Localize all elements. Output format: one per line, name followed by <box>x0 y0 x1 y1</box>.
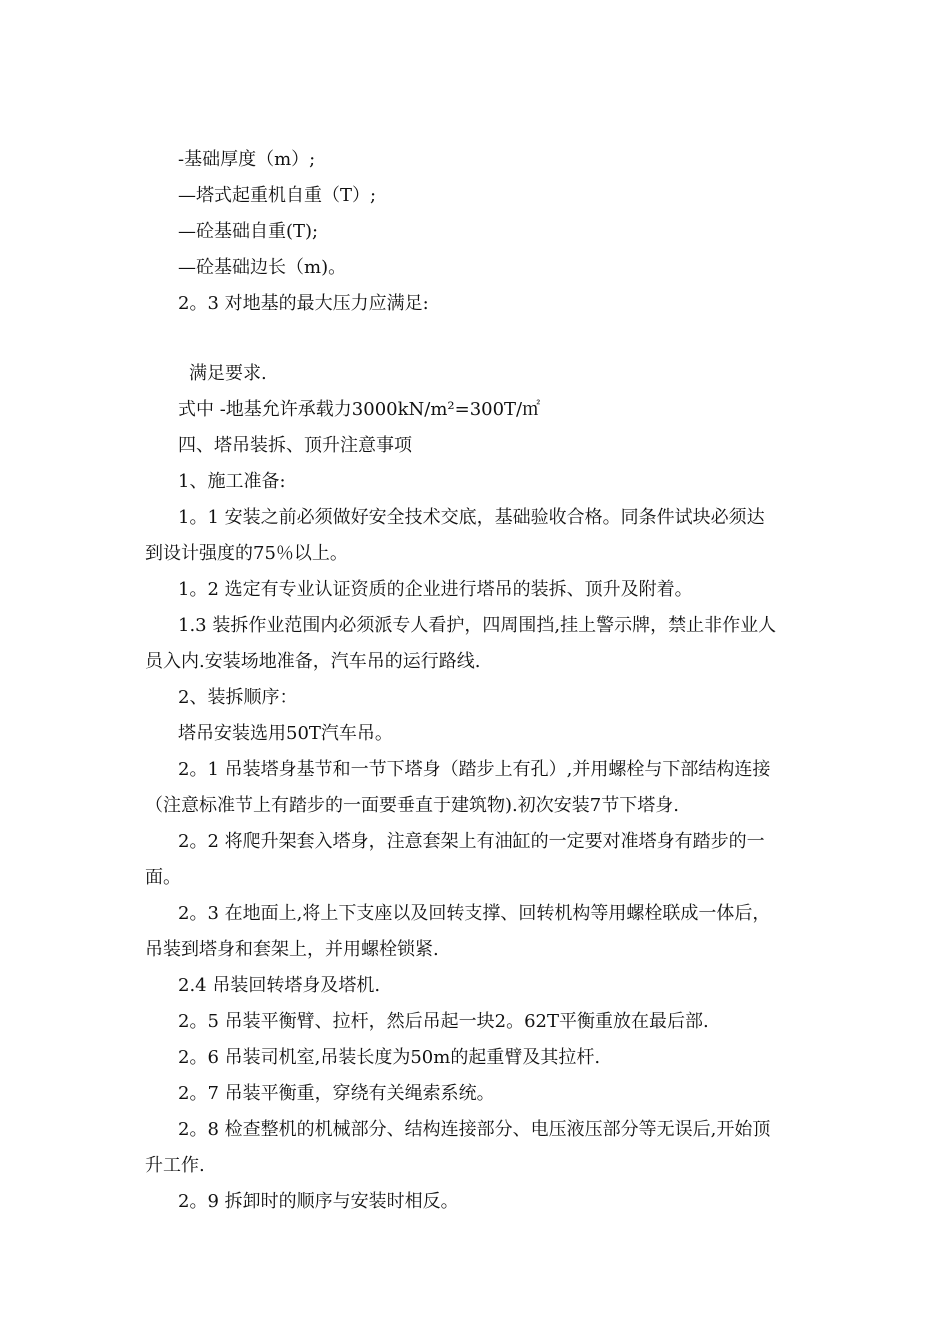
text-line: 2。2 将爬升架套入塔身，注意套架上有油缸的一定要对准塔身有踏步的一 <box>178 831 765 852</box>
text-line: （注意标准节上有踏步的一面要垂直于建筑物).初次安装7节下塔身. <box>145 795 679 816</box>
text-line: 员入内.安装场地准备，汽车吊的运行路线. <box>145 651 481 672</box>
text-line: 2。3 对地基的最大压力应满足: <box>178 293 429 314</box>
text-line: 塔吊安装选用50T汽车吊。 <box>178 723 393 744</box>
text-line: 满足要求. <box>189 363 267 384</box>
text-line: 吊装到塔身和套架上，并用螺栓锁紧. <box>145 939 439 960</box>
section-heading: 四、塔吊装拆、顶升注意事项 <box>178 435 412 456</box>
text-line: —砼基础边长（m)。 <box>178 257 347 278</box>
text-line: -基础厚度（m）; <box>178 149 316 170</box>
text-line: 升工作. <box>145 1155 205 1176</box>
text-line: 1。1 安装之前必须做好安全技术交底，基础验收合格。同条件试块必须达 <box>178 507 765 528</box>
text-line: —塔式起重机自重（T）; <box>178 185 377 206</box>
text-line: 2。9 拆卸时的顺序与安装时相反。 <box>178 1191 459 1212</box>
text-line: 1.3 装拆作业范围内必须派专人看护，四周围挡,挂上警示牌，禁止非作业人 <box>178 615 777 636</box>
text-line: 2。5 吊装平衡臂、拉杆，然后吊起一块2。62T平衡重放在最后部. <box>178 1011 709 1032</box>
text-line: 1。2 选定有专业认证资质的企业进行塔吊的装拆、顶升及附着。 <box>178 579 693 600</box>
text-line: 到设计强度的75％以上。 <box>145 543 348 564</box>
text-line: 2.4 吊装回转塔身及塔机. <box>178 975 381 996</box>
text-line: 2。1 吊装塔身基节和一节下塔身（踏步上有孔）,并用螺栓与下部结构连接 <box>178 759 771 780</box>
subsection-heading: 1、施工准备: <box>178 471 286 492</box>
subsection-heading: 2、装拆顺序： <box>178 687 298 708</box>
text-line: 2。3 在地面上,将上下支座以及回转支撑、回转机构等用螺栓联成一体后， <box>178 903 771 924</box>
text-line: —砼基础自重(T); <box>178 221 319 242</box>
text-line: 2。8 检查整机的机械部分、结构连接部分、电压液压部分等无误后,开始顶 <box>178 1119 771 1140</box>
text-line: 式中 -地基允许承载力3000kN/m²=300T/㎡ <box>178 399 541 420</box>
text-line: 面。 <box>145 867 181 888</box>
text-line: 2。6 吊装司机室,吊装长度为50m的起重臂及其拉杆. <box>178 1047 601 1068</box>
text-line: 2。7 吊装平衡重，穿绕有关绳索系统。 <box>178 1083 495 1104</box>
